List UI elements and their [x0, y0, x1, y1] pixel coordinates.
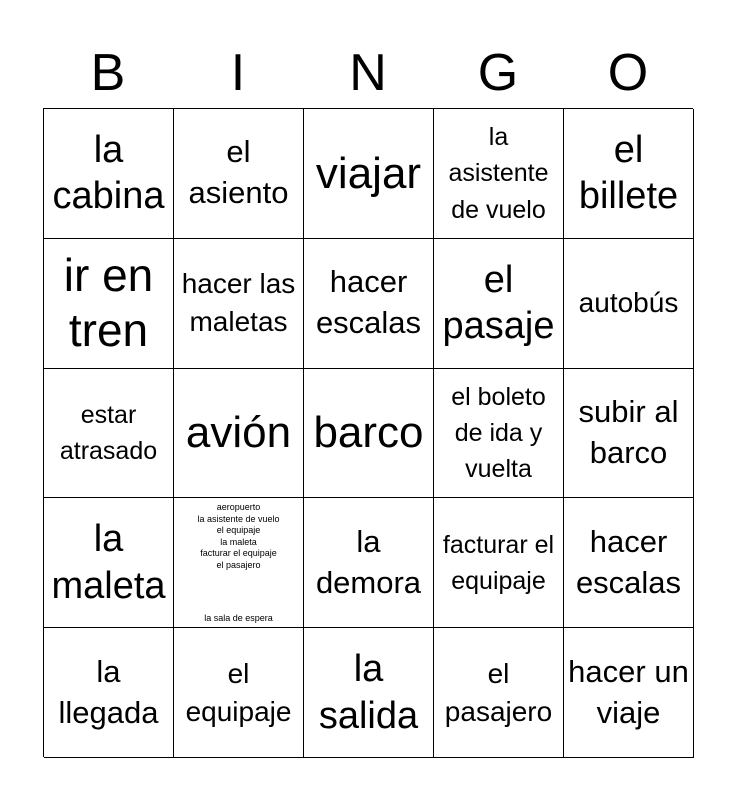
bingo-cell[interactable] [304, 109, 434, 239]
cell-text: la maleta [51, 518, 166, 607]
bingo-cell[interactable] [564, 628, 694, 758]
bingo-cell[interactable] [44, 628, 174, 758]
bingo-cell[interactable] [174, 109, 304, 239]
bingo-cell[interactable] [564, 498, 694, 628]
cell-text: el equipaje [185, 657, 292, 727]
free-space-item: facturar el equipaje [200, 548, 277, 559]
bingo-cell[interactable] [434, 109, 564, 239]
bingo-cell[interactable] [564, 109, 694, 239]
free-space-item: la maleta [220, 536, 257, 547]
cell-text: subir al barco [578, 394, 679, 470]
cell-text: estar atrasado [59, 400, 158, 465]
bingo-cell[interactable] [174, 369, 304, 499]
bingo-cell[interactable] [434, 498, 564, 628]
cell-text: la asistente de vuelo [448, 123, 549, 224]
bingo-grid [43, 108, 693, 757]
cell-text: hacer un viaje [568, 653, 689, 730]
free-space-list [174, 502, 303, 571]
bingo-cell[interactable] [44, 369, 174, 499]
free-space-cell[interactable] [174, 498, 304, 628]
bingo-cell[interactable] [434, 628, 564, 758]
cell-text: el pasaje [442, 258, 555, 348]
free-space-bottom-text: la sala de espera [204, 613, 273, 624]
bingo-cell[interactable] [174, 628, 304, 758]
cell-text: hacer escalas [315, 264, 422, 341]
header-letter-o: O [607, 44, 649, 102]
bingo-header [43, 40, 693, 106]
free-space-item: el equipaje [216, 525, 261, 536]
cell-text: la cabina [52, 129, 165, 218]
free-space-item: la asistente de vuelo [197, 513, 280, 524]
header-letter-i: I [230, 44, 246, 102]
bingo-cell[interactable] [304, 239, 434, 369]
bingo-cell[interactable] [174, 239, 304, 369]
bingo-cell[interactable] [434, 239, 564, 369]
cell-text: autobús [578, 287, 679, 319]
cell-text: el pasajero [444, 657, 553, 727]
free-space-item: el pasajero [216, 559, 261, 570]
bingo-cell[interactable] [304, 628, 434, 758]
cell-text: el asiento [188, 134, 289, 211]
cell-text: la demora [315, 523, 422, 600]
header-letter-b: B [90, 44, 126, 102]
bingo-cell[interactable] [434, 369, 564, 499]
cell-text: avión [185, 408, 292, 458]
bingo-cell[interactable] [44, 239, 174, 369]
cell-text: hacer escalas [575, 523, 682, 600]
bingo-cell[interactable] [304, 498, 434, 628]
cell-text: la llegada [58, 653, 159, 730]
cell-text: hacer las maletas [181, 268, 296, 338]
bingo-cell[interactable] [44, 498, 174, 628]
cell-text: el billete [578, 129, 679, 218]
free-space-item: aeropuerto [216, 502, 261, 513]
header-letter-n: N [349, 44, 387, 102]
bingo-cell[interactable] [564, 369, 694, 499]
cell-text: viajar [315, 148, 422, 198]
header-letter-g: G [477, 44, 519, 102]
bingo-cell[interactable] [44, 109, 174, 239]
cell-text: barco [313, 408, 424, 458]
cell-text: la salida [318, 648, 419, 737]
bingo-cell[interactable] [564, 239, 694, 369]
cell-text: ir en tren [63, 249, 154, 357]
cell-text: facturar el equipaje [442, 530, 555, 595]
bingo-cell[interactable] [304, 369, 434, 499]
cell-text: el boleto de ida y vuelta [451, 382, 546, 484]
